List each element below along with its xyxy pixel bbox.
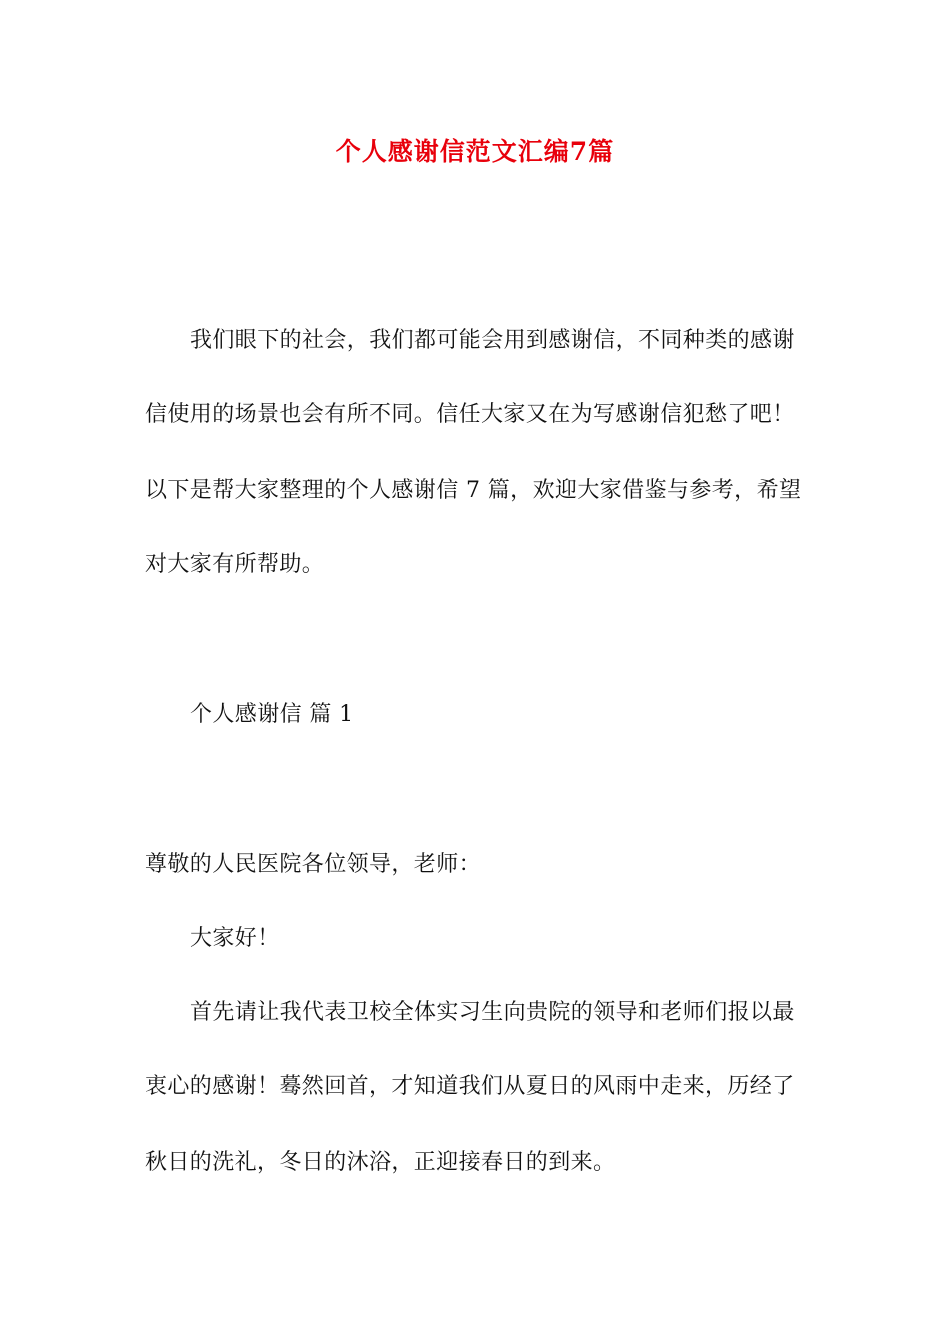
body-line-1: 首先请让我代表卫校全体实习生向贵院的领导和老师们报以最 bbox=[190, 1000, 795, 1025]
body-line-2: 衷心的感谢！蓦然回首，才知道我们从夏日的风雨中走来，历经了 bbox=[145, 1074, 795, 1099]
greeting: 大家好！ bbox=[190, 926, 280, 951]
intro-line-2: 信使用的场景也会有所不同。信任大家又在为写感谢信犯愁了吧！ bbox=[145, 402, 795, 427]
section-heading: 个人感谢信 篇 1 bbox=[190, 702, 354, 727]
intro-line-1: 我们眼下的社会，我们都可能会用到感谢信，不同种类的感谢 bbox=[190, 328, 795, 353]
intro-line-3: 以下是帮大家整理的个人感谢信 7 篇，欢迎大家借鉴与参考，希望 bbox=[145, 478, 802, 503]
document-title: 个人感谢信范文汇编7篇 bbox=[335, 137, 615, 166]
body-line-3: 秋日的洗礼，冬日的沐浴，正迎接春日的到来。 bbox=[145, 1150, 616, 1175]
salutation: 尊敬的人民医院各位领导，老师： bbox=[145, 852, 482, 877]
intro-line-4: 对大家有所帮助。 bbox=[145, 552, 325, 577]
